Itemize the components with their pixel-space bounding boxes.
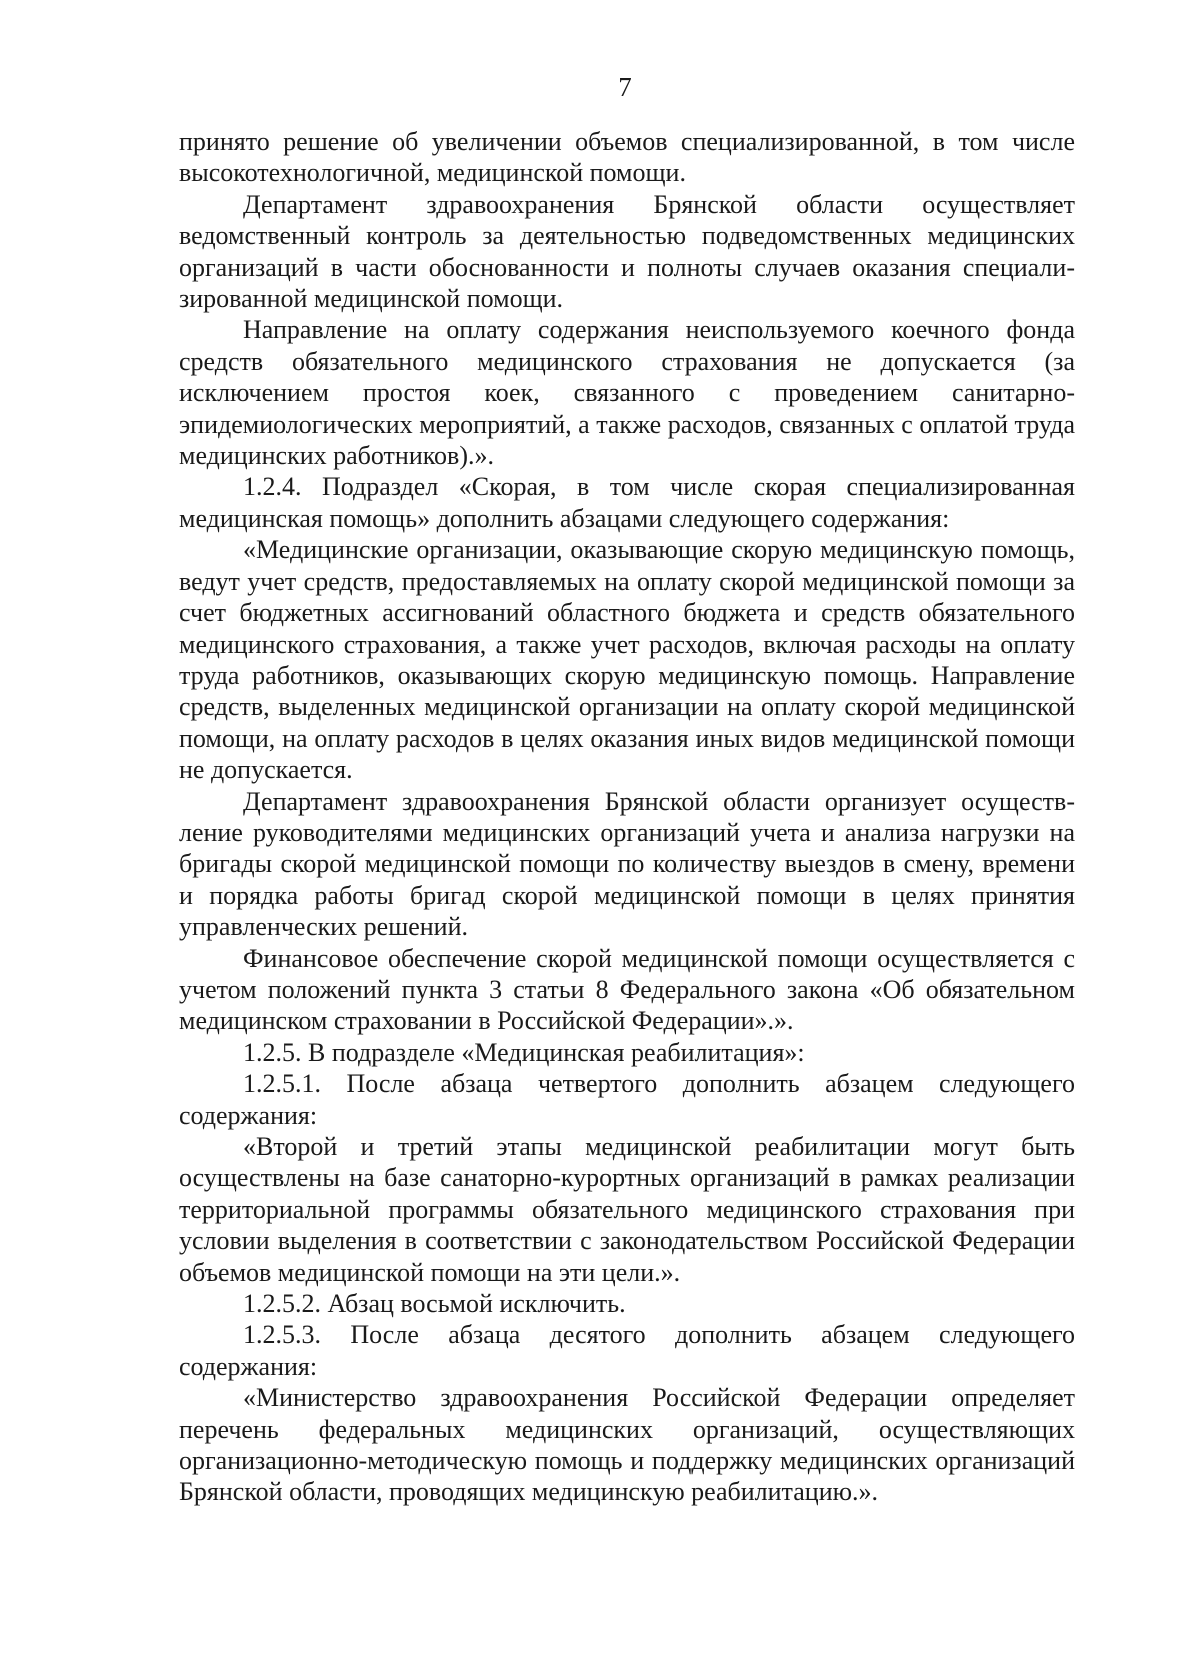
paragraph: «Медицинские организации, оказывающие скорую медицинскую помощь, ведут учет средств, предоставляемых на оплату скорой медицинской помощи за счет бюджетных ассигнований областного бюджета и средств обязательного медицинского страхования, а также учет расходов, включая расходы на оплату труда работников, оказывающих скорую медицинскую помощь. Направление средств, выделенных медицинской организации на оплату скорой медицинской помощи, на оплату расходов в целях оказания иных видов медицинской помощи не допускается.	[179, 535, 1075, 785]
paragraph: Департамент здравоохранения Брянской области организует осуществление руководителями медицинских организаций учета и анализа нагрузки на бригады скорой медицинской помощи по количеству выездов в смену, времени и порядка работы бригад скорой медицинской помощи в целях принятия управленческих решений.	[179, 786, 1075, 942]
paragraph: принято решение об увеличении объемов специализированной, в том числе высокотехнологичной, медицинской помощи.	[179, 127, 1075, 188]
paragraph: 1.2.5. В подразделе «Медицинская реабилитация»:	[243, 1037, 805, 1067]
paragraph: Финансовое обеспечение скорой медицинской помощи осуществляется с учетом положений пункта 3 статьи 8 Федерального закона «Об обязательном медицинском страховании в Российской Федерации».».	[179, 943, 1075, 1036]
paragraph: «Министерство здравоохранения Российской Федерации определяет перечень федеральных медицинских организаций, осуществляющих организационно-методическую помощь и поддержку медицинских организаций Брянской области, проводящих медицинскую реабилитацию.».	[179, 1383, 1075, 1507]
paragraph: 1.2.5.2. Абзац восьмой исключить.	[243, 1289, 626, 1319]
document-body	[179, 126, 1075, 1508]
paragraph: 1.2.5.1. После абзаца четвертого дополнить абзацем следующего содержания:	[179, 1069, 1075, 1130]
paragraph: Департамент здравоохранения Брянской области осуществляет ведомственный контроль за деятельностью подведомственных медицинских организаций в части обоснованности и полноты случаев оказания специализированной медицинской помощи.	[179, 189, 1075, 314]
paragraph: 1.2.5.3. После абзаца десятого дополнить абзацем следующего содержания:	[179, 1320, 1075, 1381]
paragraph: 1.2.4. Подраздел «Скорая, в том числе скорая специализированная медицинская помощь» дополнить абзацами следующего содержания:	[179, 472, 1075, 533]
paragraph: Направление на оплату содержания неиспользуемого коечного фонда средств обязательного медицинского страхования не допускается (за исключением простоя коек, связанного с проведением санитарно-эпидемиологических мероприятий, а также расходов, связанных с оплатой труда медицинских работников).».	[179, 315, 1075, 471]
paragraph: «Второй и третий этапы медицинской реабилитации могут быть осуществлены на базе санаторно-курортных организаций в рамках реализации территориальной программы обязательного медицинского страхования при условии выделения в соответствии с законодательством Российской Федерации объемов медицинской помощи на эти цели.».	[179, 1132, 1075, 1287]
page-number: 7	[618, 72, 632, 102]
